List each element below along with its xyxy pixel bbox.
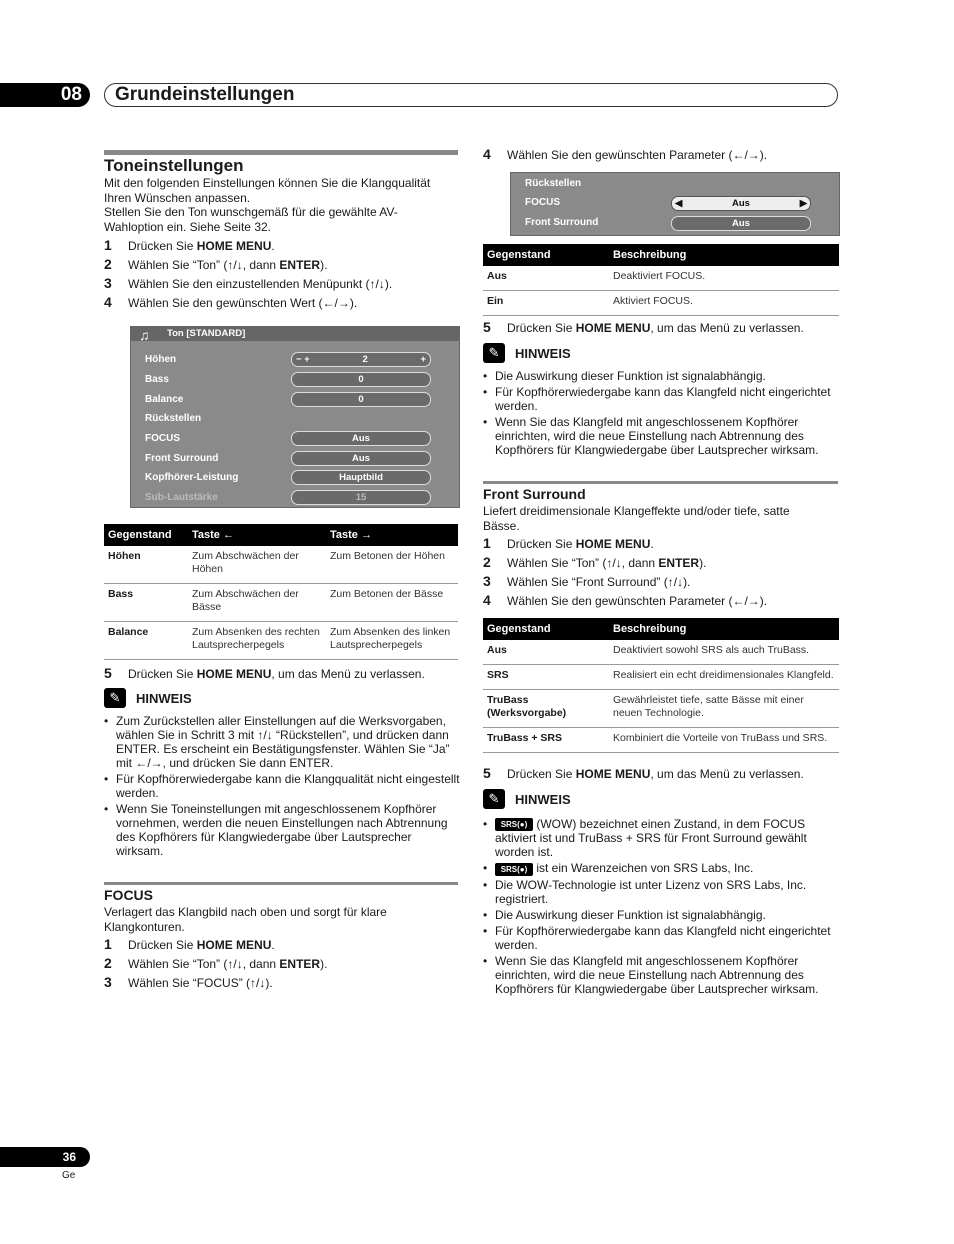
intro-text: Mit den folgenden Einstellungen können Sie die Klangqualität Ihren Wünschen anpassen. Stellen Sie den Ton wunschgemäß für die gewählte AV- Wahloption ein. Siehe Seite 32. (104, 176, 431, 234)
osd-focus-menu (510, 172, 840, 236)
osd-row-label: Front Surround (525, 217, 599, 228)
osd-value: Hauptbild (291, 470, 431, 485)
note-header: ✎ HINWEIS (483, 789, 571, 809)
osd-value: Aus (671, 216, 811, 231)
step: 3 Wählen Sie den einzustellenden Menüpunkt (↑/↓). (104, 275, 393, 291)
osd-slider: 15 (291, 490, 431, 505)
section-title-toneinstellungen: Toneinstellungen (104, 156, 244, 175)
osd-row-label: Balance (145, 394, 184, 405)
osd-title: Ton [STANDARD] (167, 328, 246, 339)
list-item: • Die Auswirkung dieser Funktion ist signalabhängig. (483, 908, 839, 922)
list-item: • SRS(●) ist ein Warenzeichen von SRS Labs, Inc. (483, 861, 839, 875)
osd-value: Aus (291, 451, 431, 466)
list-item: • Für Kopfhörerwiedergabe kann das Klangfeld nicht eingerichtet werden. (483, 385, 839, 413)
osd-slider: − + 2 + (291, 352, 431, 367)
osd-row-label: Sub-Lautstärke (145, 492, 218, 503)
step: 2 Wählen Sie “Ton” (↑/↓, dann ENTER). (483, 554, 707, 570)
step: 2 Wählen Sie “Ton” (↑/↓, dann ENTER). (104, 955, 328, 971)
srs-logo-icon: SRS(●) (495, 863, 533, 876)
notes-list (104, 714, 460, 860)
page-number: 36 (0, 1147, 90, 1167)
pencil-icon: ✎ (483, 343, 505, 363)
osd-slider: 0 (291, 372, 431, 387)
tone-table: Gegenstand Taste ← Taste → Höhen Zum Abschwächen der Höhen Zum Betonen der Höhen Bass Zum Abschwächen der Bässe Zum Betonen der Bässe Balance Zum Absenken des rechten Lautsprecherpegels Zum Absenken des linken Lautsprecherpegels (104, 524, 458, 660)
table-row: Höhen Zum Abschwächen der Höhen Zum Betonen der Höhen (104, 546, 458, 584)
list-item: • Wenn Sie das Klangfeld mit angeschlossenem Kopfhörer einrichten, wird die neue Einstellung nach Abtrennung des Kopfhörers für Klangwiedergabe über Lautsprecher wirksam. (483, 954, 839, 996)
osd-row-label: Kopfhörer-Leistung (145, 472, 239, 483)
chapter-title: Grundeinstellungen (104, 83, 838, 107)
table-row: Aus Deaktiviert FOCUS. (483, 266, 839, 291)
srs-logo-icon: SRS(●) (495, 818, 533, 831)
list-item: • Für Kopfhörerwiedergabe kann die Klangqualität nicht eingestellt werden. (104, 772, 460, 800)
step: 1 Drücken Sie HOME MENU. (483, 535, 654, 551)
section-title-front-surround: Front Surround (483, 486, 586, 502)
osd-row-label: Rückstellen (525, 178, 582, 189)
steps-list (483, 534, 767, 610)
step: 5 Drücken Sie HOME MENU, um das Menü zu verlassen. (483, 319, 804, 335)
notes-list (483, 369, 839, 459)
step: 5 Drücken Sie HOME MENU, um das Menü zu verlassen. (104, 665, 425, 681)
step: 4 Wählen Sie den gewünschten Parameter (←/→). (483, 146, 768, 162)
osd-value: Aus (291, 431, 431, 446)
pencil-icon: ✎ (483, 789, 505, 809)
list-item: • Die Auswirkung dieser Funktion ist signalabhängig. (483, 369, 839, 383)
table-row: Bass Zum Abschwächen der Bässe Zum Betonen der Bässe (104, 584, 458, 622)
table-row: SRS Realisiert ein echt dreidimensionales Klangfeld. (483, 665, 839, 690)
section-rule (104, 882, 458, 885)
step: 1 Drücken Sie HOME MENU. (104, 936, 275, 952)
language-code: Ge (62, 1170, 76, 1181)
step: 3 Wählen Sie “Front Surround” (↑/↓). (483, 573, 691, 589)
steps-list (104, 236, 392, 312)
steps-list (104, 935, 327, 992)
osd-row-label: FOCUS (145, 433, 180, 444)
focus-table: Gegenstand Beschreibung Aus Deaktiviert FOCUS. Ein Aktiviert FOCUS. (483, 244, 839, 316)
table-row: TruBass + SRS Kombiniert die Vorteile von TruBass und SRS. (483, 728, 839, 753)
music-note-icon: ♫ (139, 327, 150, 343)
table-row: Balance Zum Absenken des rechten Lautsprecherpegels Zum Absenken des linken Lautsprecherpegels (104, 622, 458, 660)
step: 5 Drücken Sie HOME MENU, um das Menü zu verlassen. (483, 765, 804, 781)
osd-row-label: Rückstellen (145, 413, 202, 424)
osd-selector: ◀ Aus ▶ (671, 196, 811, 211)
osd-slider: 0 (291, 392, 431, 407)
osd-row-label: Bass (145, 374, 169, 385)
osd-sound-menu (130, 326, 460, 508)
step: 4 Wählen Sie den gewünschten Wert (←/→). (104, 294, 358, 310)
step: 3 Wählen Sie “FOCUS” (↑/↓). (104, 974, 273, 990)
list-item: • Zum Zurückstellen aller Einstellungen auf die Werksvorgaben, wählen Sie in Schritt 3 mit ↑/↓ “Rückstellen”, und drücken dann ENTER. Es erscheint ein Bestätigungsfenster. Wählen Sie “Ja” mit ←/→, und drücken Sie dann ENTER. (104, 714, 460, 770)
list-item: • Wenn Sie Toneinstellungen mit angeschlossenem Kopfhörer vornehmen, werden die neuen Einstellungen nach Abtrennung des Kopfhörers für Klangwiedergabe über Lautsprecher wirksam. (104, 802, 460, 858)
intro-text: Liefert dreidimensionale Klangeffekte und/oder tiefe, satte Bässe. (483, 504, 790, 533)
step: 1 Drücken Sie HOME MENU. (104, 237, 275, 253)
section-rule (104, 150, 458, 155)
pencil-icon: ✎ (104, 688, 126, 708)
list-item: • Die WOW-Technologie ist unter Lizenz von SRS Labs, Inc. registriert. (483, 878, 839, 906)
notes-list (483, 817, 839, 998)
osd-row-label: FOCUS (525, 197, 560, 208)
table-row: TruBass (Werksvorgabe) Gewährleistet tiefe, satte Bässe mit einer neuen Technologie. (483, 690, 839, 728)
list-item: • Für Kopfhörerwiedergabe kann das Klangfeld nicht eingerichtet werden. (483, 924, 839, 952)
list-item: • Wenn Sie das Klangfeld mit angeschlossenem Kopfhörer einrichten, wird die neue Einstellung nach Abtrennung des Kopfhörers für Klangwiedergabe über Lautsprecher wirksam. (483, 415, 839, 457)
note-header: ✎ HINWEIS (483, 343, 571, 363)
section-title-focus: FOCUS (104, 887, 153, 903)
osd-row-label: Höhen (145, 354, 177, 365)
intro-text: Verlagert das Klangbild nach oben und sorgt für klare Klangkonturen. (104, 905, 387, 934)
front-surround-table: Gegenstand Beschreibung Aus Deaktiviert sowohl SRS als auch TruBass. SRS Realisiert ein echt dreidimensionales Klangfeld. TruBass (Werksvorgabe) Gewährleistet tiefe, satte Bässe mit einer neuen Technologie. TruBass + SRS Kombiniert die Vorteile von TruBass und SRS. (483, 618, 839, 753)
table-row: Aus Deaktiviert sowohl SRS als auch TruBass. (483, 640, 839, 665)
chapter-number: 08 (0, 83, 90, 107)
step: 4 Wählen Sie den gewünschten Parameter (←/→). (483, 592, 768, 608)
list-item: • SRS(●) (WOW) bezeichnet einen Zustand, in dem FOCUS aktiviert ist und TruBass + SRS für Front Surround gewählt worden ist. (483, 817, 839, 859)
step: 2 Wählen Sie “Ton” (↑/↓, dann ENTER). (104, 256, 328, 272)
table-row: Ein Aktiviert FOCUS. (483, 291, 839, 316)
osd-row-label: Front Surround (145, 453, 219, 464)
note-header: ✎ HINWEIS (104, 688, 192, 708)
section-rule (483, 481, 838, 484)
